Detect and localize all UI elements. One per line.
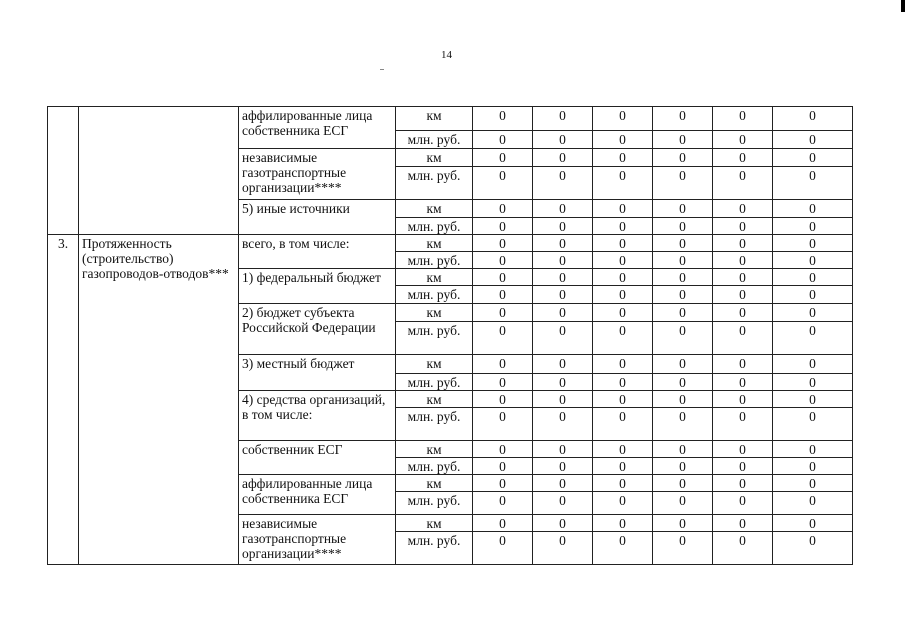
unit-cell: км <box>396 304 473 322</box>
unit-cell: км <box>396 235 473 252</box>
value-cell: 0 <box>653 235 713 252</box>
value-cell: 0 <box>473 475 533 492</box>
value-cell: 0 <box>473 441 533 458</box>
value-cell: 0 <box>653 252 713 269</box>
funding-source-cell: 4) средства организаций, в том числе: <box>239 391 396 441</box>
unit-cell: км <box>396 475 473 492</box>
value-cell: 0 <box>713 355 773 374</box>
value-cell: 0 <box>773 304 853 322</box>
value-cell: 0 <box>653 167 713 200</box>
unit-cell: млн. руб. <box>396 374 473 391</box>
unit-cell: км <box>396 355 473 374</box>
value-cell: 0 <box>653 492 713 515</box>
value-cell: 0 <box>653 475 713 492</box>
value-cell: 0 <box>533 200 593 218</box>
value-cell: 0 <box>713 515 773 532</box>
value-cell: 0 <box>533 235 593 252</box>
value-cell: 0 <box>593 235 653 252</box>
unit-cell: млн. руб. <box>396 408 473 441</box>
value-cell: 0 <box>593 131 653 149</box>
value-cell: 0 <box>773 107 853 131</box>
value-cell: 0 <box>653 304 713 322</box>
value-cell: 0 <box>533 322 593 355</box>
value-cell: 0 <box>773 475 853 492</box>
unit-cell: млн. руб. <box>396 252 473 269</box>
unit-cell: млн. руб. <box>396 218 473 235</box>
value-cell: 0 <box>713 492 773 515</box>
value-cell: 0 <box>653 391 713 408</box>
value-cell: 0 <box>653 322 713 355</box>
funding-source-cell: 2) бюджет субъекта Российской Федерации <box>239 304 396 355</box>
value-cell: 0 <box>773 374 853 391</box>
unit-cell: млн. руб. <box>396 492 473 515</box>
value-cell: 0 <box>653 131 713 149</box>
value-cell: 0 <box>773 149 853 167</box>
value-cell: 0 <box>713 252 773 269</box>
value-cell: 0 <box>653 515 713 532</box>
value-cell: 0 <box>713 441 773 458</box>
item-number-cell <box>48 107 79 235</box>
value-cell: 0 <box>473 515 533 532</box>
table-row <box>48 235 853 252</box>
funding-source-cell: собственник ЕСГ <box>239 441 396 475</box>
value-cell: 0 <box>593 286 653 304</box>
funding-source-cell: 5) иные источники <box>239 200 396 235</box>
unit-cell: млн. руб. <box>396 322 473 355</box>
value-cell: 0 <box>653 286 713 304</box>
value-cell: 0 <box>533 408 593 441</box>
value-cell: 0 <box>533 355 593 374</box>
value-cell: 0 <box>533 492 593 515</box>
value-cell: 0 <box>773 286 853 304</box>
value-cell: 0 <box>773 515 853 532</box>
value-cell: 0 <box>773 458 853 475</box>
value-cell: 0 <box>533 286 593 304</box>
funding-source-cell: аффилированные лица собственника ЕСГ <box>239 107 396 149</box>
value-cell: 0 <box>473 200 533 218</box>
unit-cell: км <box>396 269 473 286</box>
value-cell: 0 <box>473 355 533 374</box>
table-body <box>48 107 853 565</box>
value-cell: 0 <box>713 286 773 304</box>
value-cell: 0 <box>713 167 773 200</box>
value-cell: 0 <box>473 107 533 131</box>
value-cell: 0 <box>653 374 713 391</box>
value-cell: 0 <box>713 149 773 167</box>
value-cell: 0 <box>473 374 533 391</box>
investment-table <box>47 106 853 565</box>
value-cell: 0 <box>533 391 593 408</box>
value-cell: 0 <box>593 322 653 355</box>
value-cell: 0 <box>593 107 653 131</box>
value-cell: 0 <box>533 252 593 269</box>
value-cell: 0 <box>593 149 653 167</box>
value-cell: 0 <box>533 374 593 391</box>
unit-cell: млн. руб. <box>396 167 473 200</box>
value-cell: 0 <box>593 200 653 218</box>
value-cell: 0 <box>473 532 533 565</box>
value-cell: 0 <box>533 475 593 492</box>
value-cell: 0 <box>473 458 533 475</box>
value-cell: 0 <box>473 322 533 355</box>
value-cell: 0 <box>773 218 853 235</box>
value-cell: 0 <box>653 441 713 458</box>
value-cell: 0 <box>533 458 593 475</box>
value-cell: 0 <box>533 304 593 322</box>
funding-source-cell: 1) федеральный бюджет <box>239 269 396 304</box>
value-cell: 0 <box>473 235 533 252</box>
value-cell: 0 <box>533 167 593 200</box>
value-cell: 0 <box>533 532 593 565</box>
value-cell: 0 <box>773 355 853 374</box>
page-number: 14 <box>441 49 452 61</box>
value-cell: 0 <box>773 408 853 441</box>
value-cell: 0 <box>773 322 853 355</box>
value-cell: 0 <box>593 441 653 458</box>
value-cell: 0 <box>713 218 773 235</box>
scan-corner-mark <box>901 0 905 12</box>
value-cell: 0 <box>713 391 773 408</box>
value-cell: 0 <box>713 235 773 252</box>
unit-cell: млн. руб. <box>396 286 473 304</box>
value-cell: 0 <box>473 286 533 304</box>
value-cell: 0 <box>593 167 653 200</box>
item-description-cell: Протяженность (строительство) газопроводов-отводов*** <box>79 235 239 565</box>
value-cell: 0 <box>773 252 853 269</box>
value-cell: 0 <box>713 107 773 131</box>
value-cell: 0 <box>593 408 653 441</box>
value-cell: 0 <box>653 458 713 475</box>
value-cell: 0 <box>713 374 773 391</box>
value-cell: 0 <box>533 107 593 131</box>
value-cell: 0 <box>653 532 713 565</box>
value-cell: 0 <box>533 515 593 532</box>
value-cell: 0 <box>713 131 773 149</box>
value-cell: 0 <box>593 304 653 322</box>
value-cell: 0 <box>593 252 653 269</box>
value-cell: 0 <box>773 131 853 149</box>
unit-cell: млн. руб. <box>396 458 473 475</box>
value-cell: 0 <box>713 322 773 355</box>
value-cell: 0 <box>653 269 713 286</box>
value-cell: 0 <box>713 269 773 286</box>
value-cell: 0 <box>473 218 533 235</box>
value-cell: 0 <box>533 149 593 167</box>
value-cell: 0 <box>593 515 653 532</box>
value-cell: 0 <box>773 441 853 458</box>
unit-cell: км <box>396 200 473 218</box>
value-cell: 0 <box>653 355 713 374</box>
value-cell: 0 <box>713 304 773 322</box>
value-cell: 0 <box>473 408 533 441</box>
value-cell: 0 <box>593 458 653 475</box>
value-cell: 0 <box>593 492 653 515</box>
value-cell: 0 <box>773 269 853 286</box>
separator-mark <box>380 69 384 70</box>
value-cell: 0 <box>653 218 713 235</box>
value-cell: 0 <box>473 304 533 322</box>
funding-source-cell: всего, в том числе: <box>239 235 396 269</box>
value-cell: 0 <box>713 408 773 441</box>
value-cell: 0 <box>473 167 533 200</box>
value-cell: 0 <box>653 408 713 441</box>
value-cell: 0 <box>773 492 853 515</box>
value-cell: 0 <box>713 532 773 565</box>
value-cell: 0 <box>773 235 853 252</box>
item-number-cell: 3. <box>48 235 79 565</box>
value-cell: 0 <box>533 441 593 458</box>
funding-source-cell: аффилированные лица собственника ЕСГ <box>239 475 396 515</box>
unit-cell: млн. руб. <box>396 131 473 149</box>
value-cell: 0 <box>473 252 533 269</box>
value-cell: 0 <box>773 200 853 218</box>
unit-cell: км <box>396 441 473 458</box>
value-cell: 0 <box>473 492 533 515</box>
unit-cell: млн. руб. <box>396 532 473 565</box>
value-cell: 0 <box>593 475 653 492</box>
value-cell: 0 <box>593 391 653 408</box>
value-cell: 0 <box>533 218 593 235</box>
value-cell: 0 <box>653 107 713 131</box>
unit-cell: км <box>396 149 473 167</box>
value-cell: 0 <box>473 131 533 149</box>
unit-cell: км <box>396 391 473 408</box>
value-cell: 0 <box>713 458 773 475</box>
unit-cell: км <box>396 515 473 532</box>
value-cell: 0 <box>473 391 533 408</box>
value-cell: 0 <box>473 149 533 167</box>
table-row <box>48 107 853 131</box>
funding-source-cell: независимые газотранспортные организации**** <box>239 149 396 200</box>
value-cell: 0 <box>533 269 593 286</box>
value-cell: 0 <box>593 355 653 374</box>
value-cell: 0 <box>713 200 773 218</box>
funding-source-cell: независимые газотранспортные организации**** <box>239 515 396 565</box>
item-description-cell <box>79 107 239 235</box>
value-cell: 0 <box>473 269 533 286</box>
value-cell: 0 <box>653 200 713 218</box>
value-cell: 0 <box>593 218 653 235</box>
value-cell: 0 <box>653 149 713 167</box>
value-cell: 0 <box>773 532 853 565</box>
value-cell: 0 <box>593 374 653 391</box>
unit-cell: км <box>396 107 473 131</box>
value-cell: 0 <box>773 167 853 200</box>
funding-source-cell: 3) местный бюджет <box>239 355 396 391</box>
value-cell: 0 <box>533 131 593 149</box>
value-cell: 0 <box>713 475 773 492</box>
value-cell: 0 <box>593 532 653 565</box>
value-cell: 0 <box>593 269 653 286</box>
value-cell: 0 <box>773 391 853 408</box>
